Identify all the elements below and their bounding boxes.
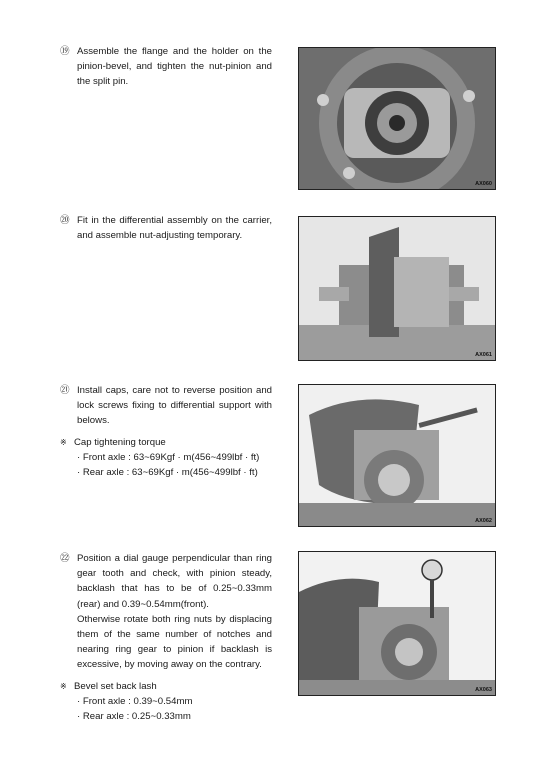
step-text: Position a dial gauge perpendicular than ring gear tooth and check, with pinion steady, backlash that has to be of 0.25~0.33mm (rear) and 0.39~0.54mm(front). [77,553,272,610]
step-text: Fit in the differential assembly on the carrier, and assemble nut-adjusting temporary. [77,215,272,242]
photo-flange-holder [298,47,496,190]
note-back-lash [60,679,272,694]
flange-photo-image [299,48,495,189]
note-mark: ※ [60,681,67,691]
torque-front-axle: · Front axle : 63~69Kgf · m(456~499lbf · ft) [77,451,260,463]
note-title: Bevel set back lash [74,680,157,692]
step-number: ㉑ [60,385,70,396]
step-21 [60,383,272,480]
note-cap-torque [60,435,272,450]
differential-photo-image [299,217,495,360]
caps-photo-image [299,385,495,526]
figure-caption: AX063 [475,687,492,693]
step-19 [60,44,272,90]
backlash-rear-axle: · Rear axle : 0.25~0.33mm [77,711,191,723]
photo-differential-carrier [298,216,496,361]
dial-gauge-photo-image [299,552,495,695]
photo-caps-install [298,384,496,527]
photo-dial-gauge [298,551,496,696]
note-mark: ※ [60,437,67,447]
step-number: ⑲ [60,46,70,57]
step-22 [60,551,272,724]
torque-rear-axle: · Rear axle : 63~69Kgf · m(456~499lbf · ft) [77,467,258,479]
figure-caption: AX061 [475,352,492,358]
step-20 [60,213,272,243]
figure-caption: AX062 [475,518,492,524]
step-text-continued: Otherwise rotate both ring nuts by displacing them of the same number of notches and nearing ring gear to pinion if backlash is excessive, by moving away on the contrary. [77,613,272,671]
step-text: Install caps, care not to reverse position and lock screws fixing to differential support with belows. [77,385,272,427]
backlash-front-axle: · Front axle : 0.39~0.54mm [77,695,193,707]
step-text: Assemble the flange and the holder on the pinion-bevel, and tighten the nut-pinion and the split pin. [77,46,272,88]
note-title: Cap tightening torque [74,436,166,448]
step-number: ⑳ [60,215,70,226]
step-number: ㉒ [60,553,70,564]
figure-caption: AX060 [475,181,492,187]
